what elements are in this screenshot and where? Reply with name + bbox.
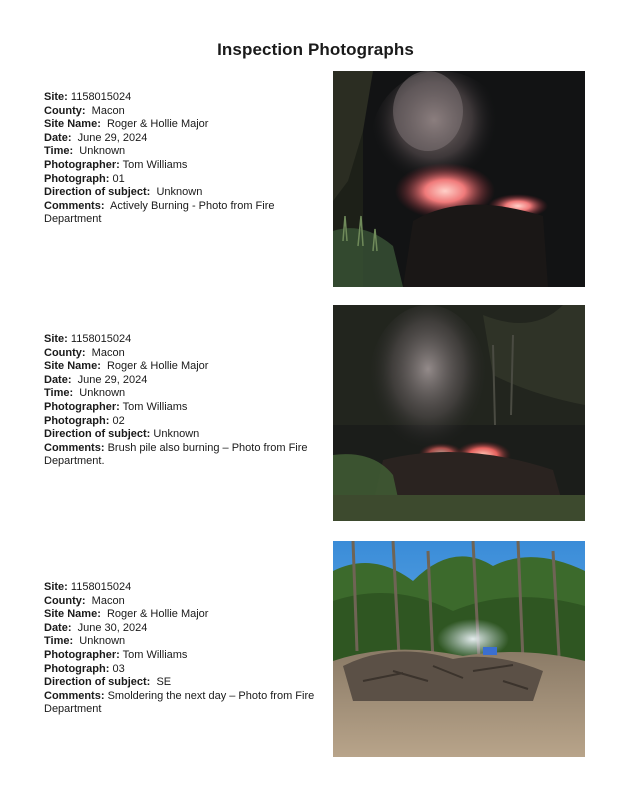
comments-row [44, 690, 324, 717]
county-value: Macon [91, 594, 125, 607]
date-label: Date: [44, 131, 72, 144]
photo-02-brush-pile-burning [333, 305, 585, 521]
site-value: 1158015024 [70, 333, 132, 345]
photographer-value: Tom Williams [122, 648, 188, 661]
photographer-label: Photographer: [44, 648, 120, 661]
direction-value: Unknown [153, 428, 200, 441]
photograph-label: Photograph: [44, 662, 110, 675]
photo-entry-1-details [44, 91, 324, 227]
time-value: Unknown [79, 387, 126, 400]
time-value: Unknown [79, 635, 126, 648]
comments-row [44, 442, 324, 469]
site-name-row [44, 608, 324, 622]
site-row [44, 91, 324, 105]
direction-row [44, 428, 324, 442]
site-label: Site: [44, 91, 68, 103]
photo-entry-3-details [44, 581, 324, 717]
photograph-value: 01 [112, 172, 125, 185]
time-value: Unknown [79, 145, 126, 158]
date-value: June 30, 2024 [77, 621, 148, 634]
photographer-value: Tom Williams [122, 400, 188, 413]
photo-entry-2-details [44, 333, 324, 469]
site-value: 1158015024 [70, 91, 132, 103]
comments-value: Actively Burning - Photo from Fire Department [44, 199, 275, 226]
comments-value: Smoldering the next day – Photo from Fire Department [44, 689, 315, 716]
direction-label: Direction of subject: [44, 186, 151, 199]
county-value: Macon [91, 104, 125, 117]
photo-01-fire-burning [333, 71, 585, 287]
time-label: Time: [44, 387, 74, 400]
page-title: Inspection Photographs [217, 40, 414, 59]
direction-label: Direction of subject: [44, 676, 151, 689]
photograph-label: Photograph: [44, 172, 110, 185]
county-label: County: [44, 346, 86, 359]
photographer-row [44, 649, 324, 663]
site-label: Site: [44, 333, 68, 345]
site-name-value: Roger & Hollie Major [106, 608, 209, 621]
date-value: June 29, 2024 [77, 131, 148, 144]
date-row [44, 374, 324, 388]
direction-value: SE [156, 676, 172, 689]
time-label: Time: [44, 635, 74, 648]
site-name-value: Roger & Hollie Major [106, 360, 209, 373]
date-row [44, 622, 324, 636]
time-row [44, 387, 324, 401]
site-value: 1158015024 [70, 581, 132, 593]
comments-row [44, 200, 324, 227]
comments-label: Comments: [44, 441, 105, 454]
photograph-value: 03 [112, 662, 125, 675]
site-name-label: Site Name: [44, 118, 101, 131]
site-name-label: Site Name: [44, 608, 101, 621]
photograph-row [44, 173, 324, 187]
county-label: County: [44, 104, 86, 117]
photograph-row [44, 663, 324, 677]
photograph-row [44, 415, 324, 429]
comments-value: Brush pile also burning – Photo from Fire Department. [44, 441, 308, 468]
photographer-label: Photographer: [44, 158, 120, 171]
site-row [44, 333, 324, 347]
site-name-value: Roger & Hollie Major [106, 118, 209, 131]
direction-value: Unknown [156, 186, 203, 199]
date-value: June 29, 2024 [77, 373, 148, 386]
direction-row [44, 186, 324, 200]
direction-label: Direction of subject: [44, 428, 151, 441]
county-row [44, 347, 324, 361]
date-label: Date: [44, 373, 72, 386]
date-row [44, 132, 324, 146]
photographer-label: Photographer: [44, 400, 120, 413]
time-label: Time: [44, 145, 74, 158]
photographer-value: Tom Williams [122, 158, 188, 171]
photograph-value: 02 [112, 414, 125, 427]
comments-label: Comments: [44, 689, 105, 702]
time-row [44, 145, 324, 159]
photographer-row [44, 401, 324, 415]
county-row [44, 595, 324, 609]
site-name-row [44, 118, 324, 132]
date-label: Date: [44, 621, 72, 634]
photo-03-smoldering-next-day [333, 541, 585, 757]
site-label: Site: [44, 581, 68, 593]
county-value: Macon [91, 346, 125, 359]
time-row [44, 635, 324, 649]
comments-label: Comments: [44, 199, 105, 212]
site-row [44, 581, 324, 595]
photographer-row [44, 159, 324, 173]
county-label: County: [44, 594, 86, 607]
site-name-row [44, 360, 324, 374]
county-row [44, 105, 324, 119]
direction-row [44, 676, 324, 690]
photograph-label: Photograph: [44, 414, 110, 427]
site-name-label: Site Name: [44, 360, 101, 373]
